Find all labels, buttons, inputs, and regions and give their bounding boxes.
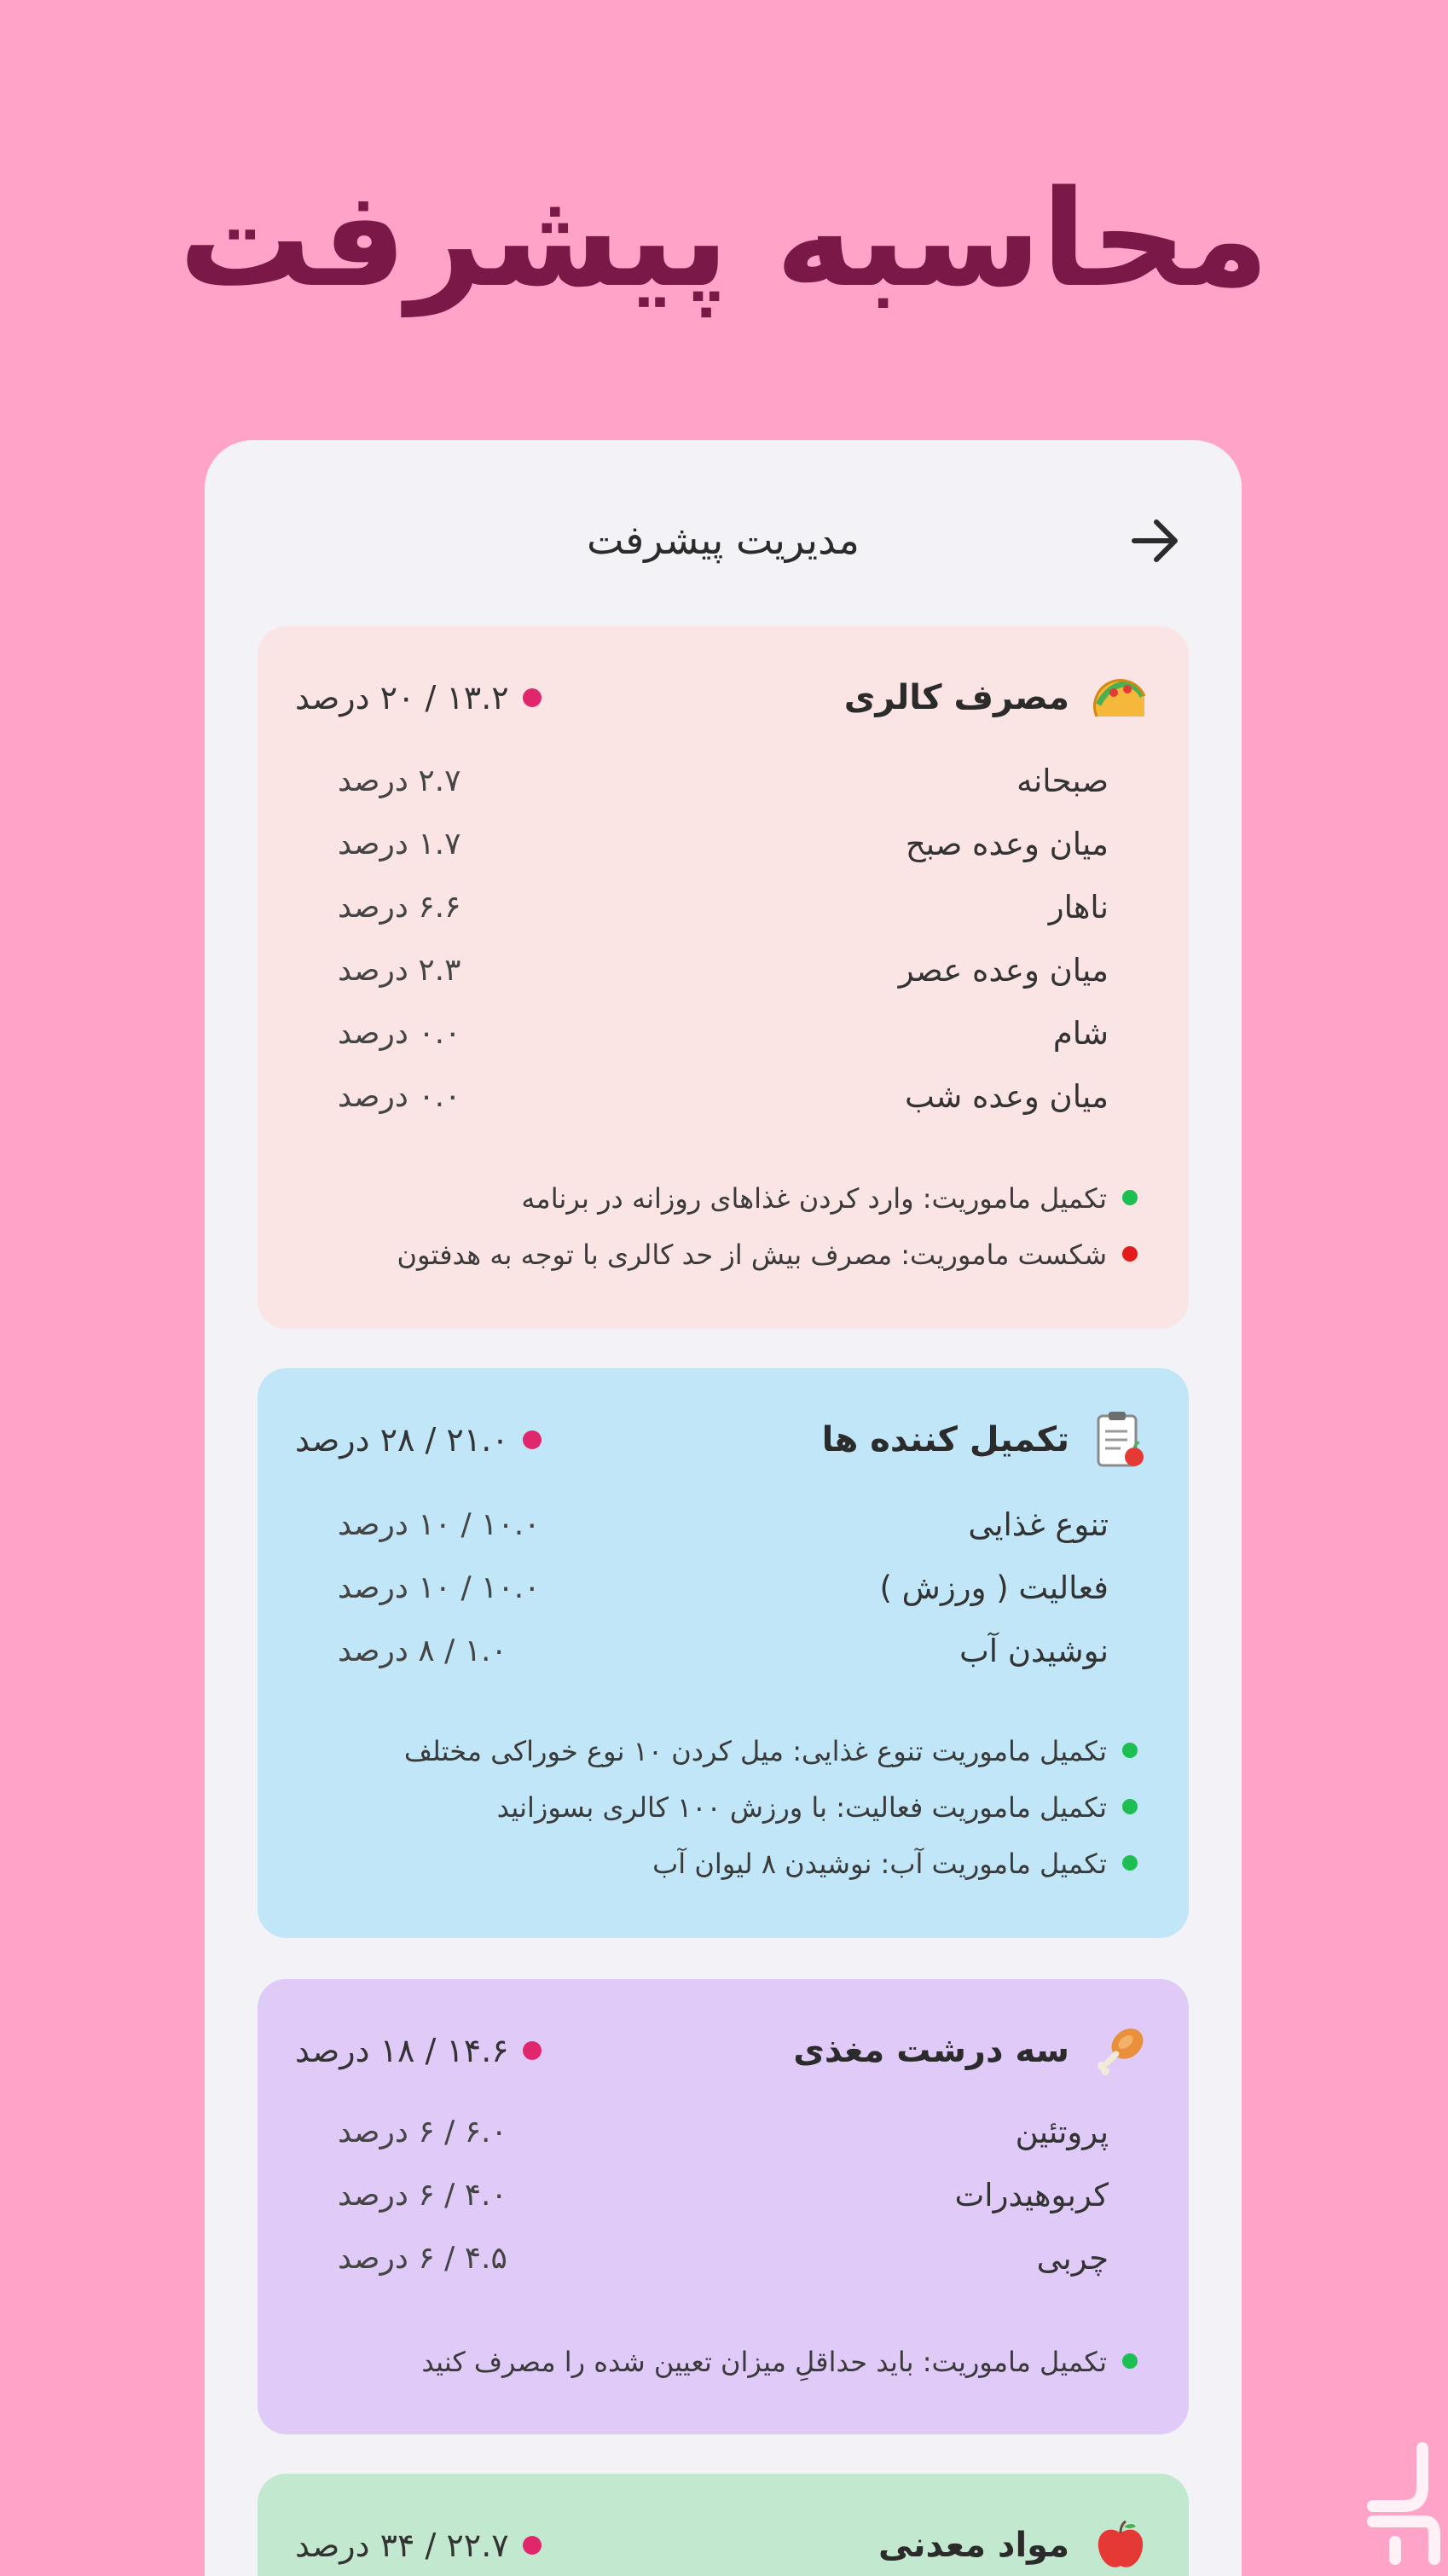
mission-text: شکست ماموریت: مصرف بیش از حد کالری با توجه به هدفتون bbox=[397, 1239, 1107, 1271]
card-header bbox=[258, 2016, 1189, 2085]
success-dot bbox=[1122, 1190, 1138, 1205]
calorie-card bbox=[258, 626, 1189, 1329]
table-row bbox=[258, 1563, 1189, 1614]
card-total-value: ۲۱.۰ / ۲۸ درصد bbox=[295, 1421, 509, 1459]
row-label: ناهار bbox=[1048, 889, 1109, 925]
mission-text: تکمیل ماموریت تنوع غذایی: میل کردن ۱۰ نوع خوراکی مختلف bbox=[403, 1735, 1107, 1767]
chicken-leg-icon bbox=[1090, 2016, 1151, 2085]
mission-item bbox=[497, 1786, 1138, 1829]
macro-card bbox=[258, 1979, 1189, 2434]
table-row bbox=[258, 1071, 1189, 1123]
card-title: سه درشت مغذی bbox=[793, 2031, 1069, 2070]
mission-text: تکمیل ماموریت فعالیت: با ورزش ۱۰۰ کالری بسوزانید bbox=[496, 1791, 1107, 1824]
row-label: چربی bbox=[1036, 2240, 1109, 2277]
card-title: مصرف کالری bbox=[843, 678, 1069, 717]
table-row bbox=[258, 945, 1189, 996]
row-label: نوشیدن آب bbox=[959, 1633, 1109, 1669]
taco-icon bbox=[1090, 664, 1151, 732]
mission-text: تکمیل ماموریت: وارد کردن غذاهای روزانه در برنامه bbox=[521, 1182, 1107, 1215]
success-dot bbox=[1122, 1743, 1138, 1758]
row-label: فعالیت ( ورزش ) bbox=[879, 1569, 1109, 1606]
mission-item bbox=[404, 1730, 1138, 1772]
card-header bbox=[258, 2511, 1189, 2576]
supplement-card bbox=[258, 1368, 1189, 1938]
success-dot bbox=[1122, 1855, 1138, 1871]
mission-item bbox=[421, 2341, 1138, 2383]
card-total bbox=[295, 2511, 542, 2576]
table-row bbox=[258, 819, 1189, 870]
card-total bbox=[295, 1406, 542, 1474]
mission-item bbox=[652, 1842, 1138, 1885]
screen-title: مدیریت پیشرفت bbox=[587, 517, 860, 563]
row-label: تنوع غذایی bbox=[968, 1506, 1109, 1543]
row-value: ۲.۷ درصد bbox=[338, 763, 461, 798]
success-dot bbox=[1122, 2353, 1138, 2369]
store-logo bbox=[1356, 2440, 1441, 2567]
arrow-right-icon[interactable] bbox=[1129, 498, 1180, 583]
mission-text: تکمیل ماموریت آب: نوشیدن ۸ لیوان آب bbox=[652, 1848, 1107, 1880]
row-label: کربوهیدرات bbox=[954, 2177, 1109, 2213]
row-value: ۲.۳ درصد bbox=[338, 953, 461, 988]
card-total-value: ۲۲.۷ / ۳۴ درصد bbox=[295, 2527, 509, 2564]
table-row bbox=[258, 2170, 1189, 2221]
apple-icon bbox=[1090, 2511, 1151, 2576]
table-row bbox=[258, 882, 1189, 933]
table-row bbox=[258, 1500, 1189, 1551]
row-label: پروتئین bbox=[1015, 2114, 1109, 2150]
row-value: ۱۰.۰ / ۱۰ درصد bbox=[338, 1570, 541, 1605]
clipboard-apple-icon bbox=[1090, 1406, 1151, 1474]
total-status-dot bbox=[523, 2041, 542, 2060]
row-value: ۴.۰ / ۶ درصد bbox=[338, 2178, 507, 2213]
top-bar bbox=[205, 440, 1242, 611]
row-value: ۱۰.۰ / ۱۰ درصد bbox=[338, 1507, 541, 1542]
card-total bbox=[295, 2016, 542, 2085]
row-label: صبحانه bbox=[1016, 763, 1109, 799]
row-label: شام bbox=[1052, 1015, 1109, 1052]
row-value: ۰.۰ درصد bbox=[338, 1016, 461, 1051]
card-total bbox=[295, 664, 542, 732]
table-row bbox=[258, 2107, 1189, 2158]
mission-item bbox=[521, 1177, 1138, 1220]
row-value: ۱.۰ / ۸ درصد bbox=[338, 1633, 507, 1668]
table-row bbox=[258, 756, 1189, 807]
row-value: ۶.۶ درصد bbox=[338, 890, 461, 925]
row-label: میان وعده شب bbox=[904, 1078, 1109, 1115]
card-title: مواد معدنی bbox=[878, 2526, 1069, 2565]
card-header bbox=[258, 664, 1189, 732]
page-headline: محاسبه پیشرفت bbox=[178, 161, 1270, 316]
success-dot bbox=[1122, 1799, 1138, 1814]
total-status-dot bbox=[523, 2536, 542, 2555]
mission-item bbox=[397, 1233, 1138, 1276]
row-value: ۴.۵ / ۶ درصد bbox=[338, 2241, 507, 2276]
app-screen bbox=[205, 440, 1242, 2576]
row-value: ۶.۰ / ۶ درصد bbox=[338, 2115, 507, 2150]
total-status-dot bbox=[523, 1430, 542, 1449]
table-row bbox=[258, 1626, 1189, 1677]
row-value: ۱.۷ درصد bbox=[338, 827, 461, 862]
card-title: تکمیل کننده ها bbox=[821, 1420, 1069, 1459]
mission-text: تکمیل ماموریت: باید حداقلِ میزان تعیین شده را مصرف کنید bbox=[421, 2346, 1107, 2378]
card-total-value: ۱۳.۲ / ۲۰ درصد bbox=[295, 679, 509, 717]
table-row bbox=[258, 2233, 1189, 2284]
table-row bbox=[258, 1008, 1189, 1059]
row-label: میان وعده عصر bbox=[898, 952, 1109, 989]
mineral-card bbox=[258, 2474, 1189, 2576]
fail-dot bbox=[1122, 1246, 1138, 1262]
row-label: میان وعده صبح bbox=[905, 826, 1109, 862]
card-header bbox=[258, 1406, 1189, 1474]
total-status-dot bbox=[523, 688, 542, 707]
row-value: ۰.۰ درصد bbox=[338, 1079, 461, 1114]
card-total-value: ۱۴.۶ / ۱۸ درصد bbox=[295, 2032, 509, 2069]
